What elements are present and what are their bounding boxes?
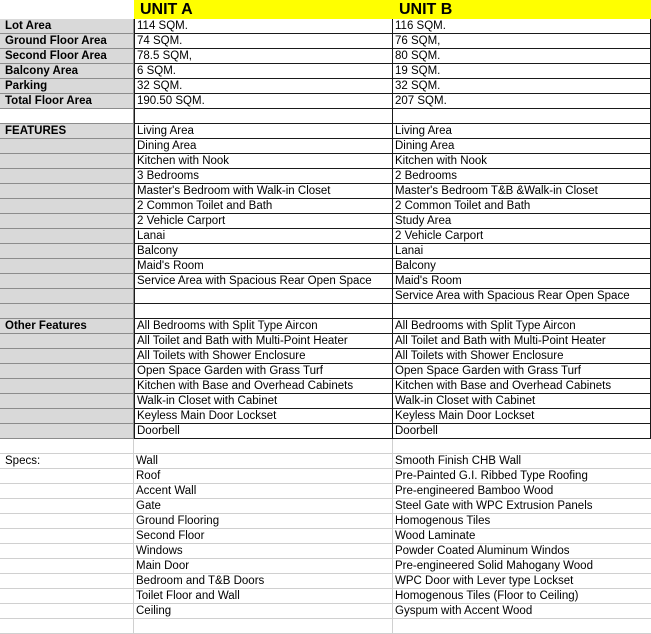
unit-a-feature[interactable]: 2 Common Toilet and Bath xyxy=(134,199,393,214)
spec-value[interactable]: Gyspum with Accent Wood xyxy=(393,604,651,619)
unit-a-feature[interactable]: Maid's Room xyxy=(134,259,393,274)
spacer-row xyxy=(0,109,651,124)
blank-cell[interactable] xyxy=(134,109,393,124)
unit-a-other-feature[interactable]: Keyless Main Door Lockset xyxy=(134,409,393,424)
features-label-fill[interactable] xyxy=(0,304,134,319)
unit-b-feature[interactable]: Living Area xyxy=(393,124,651,139)
table-body xyxy=(0,19,651,634)
features-label[interactable]: FEATURES xyxy=(0,124,134,139)
unit-a-other-feature[interactable]: All Toilet and Bath with Multi-Point Heater xyxy=(134,334,393,349)
area-row xyxy=(0,94,651,109)
unit-a-other-feature[interactable]: Kitchen with Base and Overhead Cabinets xyxy=(134,379,393,394)
unit-b-value[interactable]: 116 SQM. xyxy=(393,19,651,34)
unit-b-feature[interactable]: Balcony xyxy=(393,259,651,274)
blank-cell[interactable] xyxy=(0,604,134,619)
feature-row xyxy=(0,124,651,139)
specs-label[interactable]: Specs: xyxy=(0,454,134,469)
area-label[interactable]: Balcony Area xyxy=(0,64,134,79)
spec-value[interactable]: Homogenous Tiles xyxy=(393,514,651,529)
features-label-fill[interactable] xyxy=(0,199,134,214)
spec-value[interactable]: Wood Laminate xyxy=(393,529,651,544)
blank-cell[interactable] xyxy=(134,439,393,454)
unit-b-other-feature[interactable]: All Toilets with Shower Enclosure xyxy=(393,349,651,364)
unit-a-header[interactable]: UNIT A xyxy=(134,0,393,19)
spec-part[interactable]: Wall xyxy=(134,454,393,469)
blank-cell[interactable] xyxy=(0,559,134,574)
blank-cell[interactable] xyxy=(0,529,134,544)
blank-cell[interactable] xyxy=(134,619,393,634)
spacer-row xyxy=(0,619,651,634)
area-row xyxy=(0,34,651,49)
other-features-label-fill[interactable] xyxy=(0,409,134,424)
blank-cell[interactable] xyxy=(0,439,134,454)
unit-a-other-feature[interactable]: All Bedrooms with Split Type Aircon xyxy=(134,319,393,334)
spec-part[interactable]: Accent Wall xyxy=(134,484,393,499)
unit-b-header[interactable]: UNIT B xyxy=(393,0,651,19)
features-label-fill[interactable] xyxy=(0,154,134,169)
other-feature-row xyxy=(0,394,651,409)
blank-cell[interactable] xyxy=(0,589,134,604)
features-label-fill[interactable] xyxy=(0,184,134,199)
other-features-label-fill[interactable] xyxy=(0,364,134,379)
other-features-label-fill[interactable] xyxy=(0,349,134,364)
area-label[interactable]: Ground Floor Area xyxy=(0,34,134,49)
feature-row xyxy=(0,229,651,244)
spec-part[interactable]: Toilet Floor and Wall xyxy=(134,589,393,604)
unit-a-other-feature[interactable]: All Toilets with Shower Enclosure xyxy=(134,349,393,364)
unit-b-other-feature[interactable]: Kitchen with Base and Overhead Cabinets xyxy=(393,379,651,394)
area-label[interactable]: Lot Area xyxy=(0,19,134,34)
unit-b-feature[interactable]: Dining Area xyxy=(393,139,651,154)
spec-part[interactable]: Ceiling xyxy=(134,604,393,619)
area-label[interactable]: Total Floor Area xyxy=(0,94,134,109)
unit-a-feature[interactable]: Balcony xyxy=(134,244,393,259)
unit-b-other-feature[interactable]: Keyless Main Door Lockset xyxy=(393,409,651,424)
features-label-fill[interactable] xyxy=(0,244,134,259)
feature-row xyxy=(0,139,651,154)
other-features-label-fill[interactable] xyxy=(0,379,134,394)
unit-b-value[interactable]: 80 SQM. xyxy=(393,49,651,64)
unit-b-other-feature[interactable]: Walk-in Closet with Cabinet xyxy=(393,394,651,409)
blank-cell[interactable] xyxy=(0,469,134,484)
spec-row xyxy=(0,469,651,484)
blank-cell[interactable] xyxy=(393,439,651,454)
area-row xyxy=(0,19,651,34)
other-features-label-fill[interactable] xyxy=(0,394,134,409)
unit-b-other-feature[interactable]: Doorbell xyxy=(393,424,651,439)
area-row xyxy=(0,79,651,94)
features-label-fill[interactable] xyxy=(0,214,134,229)
blank-cell[interactable] xyxy=(393,109,651,124)
other-feature-row xyxy=(0,349,651,364)
spacer-row xyxy=(0,439,651,454)
spec-row xyxy=(0,604,651,619)
features-label-fill[interactable] xyxy=(0,289,134,304)
other-feature-row xyxy=(0,364,651,379)
feature-row xyxy=(0,244,651,259)
spec-row xyxy=(0,589,651,604)
area-row xyxy=(0,49,651,64)
unit-b-value[interactable]: 76 SQM, xyxy=(393,34,651,49)
unit-a-feature[interactable]: Lanai xyxy=(134,229,393,244)
unit-b-feature[interactable] xyxy=(393,304,651,319)
spec-row xyxy=(0,559,651,574)
spec-part[interactable]: Windows xyxy=(134,544,393,559)
spec-part[interactable]: Gate xyxy=(134,499,393,514)
feature-row xyxy=(0,304,651,319)
unit-b-feature[interactable]: Study Area xyxy=(393,214,651,229)
unit-b-other-feature[interactable]: Open Space Garden with Grass Turf xyxy=(393,364,651,379)
blank-cell[interactable] xyxy=(0,574,134,589)
other-feature-row xyxy=(0,424,651,439)
area-label[interactable]: Parking xyxy=(0,79,134,94)
spec-row xyxy=(0,454,651,469)
unit-b-other-feature[interactable]: All Bedrooms with Split Type Aircon xyxy=(393,319,651,334)
unit-b-feature[interactable]: Lanai xyxy=(393,244,651,259)
feature-row xyxy=(0,214,651,229)
unit-a-value[interactable]: 74 SQM. xyxy=(134,34,393,49)
other-features-label-fill[interactable] xyxy=(0,424,134,439)
area-label[interactable]: Second Floor Area xyxy=(0,49,134,64)
unit-a-feature[interactable]: 3 Bedrooms xyxy=(134,169,393,184)
unit-b-feature[interactable]: 2 Common Toilet and Bath xyxy=(393,199,651,214)
unit-a-feature[interactable]: Kitchen with Nook xyxy=(134,154,393,169)
area-row xyxy=(0,64,651,79)
unit-a-feature[interactable] xyxy=(134,304,393,319)
unit-a-value[interactable]: 6 SQM. xyxy=(134,64,393,79)
unit-a-feature[interactable] xyxy=(134,289,393,304)
other-feature-row xyxy=(0,409,651,424)
unit-a-feature[interactable]: Master's Bedroom with Walk-in Closet xyxy=(134,184,393,199)
unit-a-feature[interactable]: Service Area with Spacious Rear Open Space xyxy=(134,274,393,289)
feature-row xyxy=(0,199,651,214)
header-blank-cell[interactable] xyxy=(0,0,134,19)
spec-part[interactable]: Main Door xyxy=(134,559,393,574)
feature-row xyxy=(0,184,651,199)
unit-b-value[interactable]: 19 SQM. xyxy=(393,64,651,79)
unit-b-feature[interactable]: 2 Vehicle Carport xyxy=(393,229,651,244)
unit-a-feature[interactable]: Dining Area xyxy=(134,139,393,154)
other-features-label-fill[interactable] xyxy=(0,334,134,349)
spec-value[interactable]: Pre-Painted G.I. Ribbed Type Roofing xyxy=(393,469,651,484)
unit-a-feature[interactable]: Living Area xyxy=(134,124,393,139)
other-feature-row xyxy=(0,334,651,349)
spec-value[interactable]: WPC Door with Lever type Lockset xyxy=(393,574,651,589)
blank-cell[interactable] xyxy=(0,109,134,124)
unit-a-other-feature[interactable]: Doorbell xyxy=(134,424,393,439)
blank-cell[interactable] xyxy=(393,619,651,634)
feature-row xyxy=(0,289,651,304)
blank-cell[interactable] xyxy=(0,499,134,514)
unit-a-other-feature[interactable]: Open Space Garden with Grass Turf xyxy=(134,364,393,379)
unit-b-feature[interactable]: 2 Bedrooms xyxy=(393,169,651,184)
unit-b-feature[interactable]: Service Area with Spacious Rear Open Space xyxy=(393,289,651,304)
spec-value[interactable]: Pre-engineered Solid Mahogany Wood xyxy=(393,559,651,574)
unit-b-feature[interactable]: Kitchen with Nook xyxy=(393,154,651,169)
blank-cell[interactable] xyxy=(0,484,134,499)
spec-row xyxy=(0,574,651,589)
spec-part[interactable]: Bedroom and T&B Doors xyxy=(134,574,393,589)
unit-a-value[interactable]: 32 SQM. xyxy=(134,79,393,94)
blank-cell[interactable] xyxy=(0,514,134,529)
unit-b-feature[interactable]: Master's Bedroom T&B &Walk-in Closet xyxy=(393,184,651,199)
spec-part[interactable]: Ground Flooring xyxy=(134,514,393,529)
features-label-fill[interactable] xyxy=(0,139,134,154)
feature-row xyxy=(0,169,651,184)
spec-value[interactable]: Smooth Finish CHB Wall xyxy=(393,454,651,469)
blank-cell[interactable] xyxy=(0,544,134,559)
unit-b-value[interactable]: 32 SQM. xyxy=(393,79,651,94)
unit-b-other-feature[interactable]: All Toilet and Bath with Multi-Point Heater xyxy=(393,334,651,349)
feature-row xyxy=(0,259,651,274)
features-label-fill[interactable] xyxy=(0,229,134,244)
features-label-fill[interactable] xyxy=(0,259,134,274)
other-feature-row xyxy=(0,319,651,334)
spec-value[interactable]: Steel Gate with WPC Extrusion Panels xyxy=(393,499,651,514)
blank-cell[interactable] xyxy=(0,619,134,634)
unit-a-value[interactable]: 114 SQM. xyxy=(134,19,393,34)
spec-part[interactable]: Second Floor xyxy=(134,529,393,544)
other-feature-row xyxy=(0,379,651,394)
unit-b-value[interactable]: 207 SQM. xyxy=(393,94,651,109)
spec-value[interactable]: Powder Coated Aluminum Windos xyxy=(393,544,651,559)
header-row xyxy=(0,0,651,19)
other-features-label[interactable]: Other Features xyxy=(0,319,134,334)
feature-row xyxy=(0,154,651,169)
spec-row xyxy=(0,484,651,499)
unit-a-feature[interactable]: 2 Vehicle Carport xyxy=(134,214,393,229)
spec-part[interactable]: Roof xyxy=(134,469,393,484)
spec-value[interactable]: Pre-engineered Bamboo Wood xyxy=(393,484,651,499)
feature-row xyxy=(0,274,651,289)
spec-row xyxy=(0,514,651,529)
spec-row xyxy=(0,544,651,559)
spec-row xyxy=(0,499,651,514)
spec-value[interactable]: Homogenous Tiles (Floor to Ceiling) xyxy=(393,589,651,604)
unit-a-value[interactable]: 78.5 SQM, xyxy=(134,49,393,64)
features-label-fill[interactable] xyxy=(0,274,134,289)
features-label-fill[interactable] xyxy=(0,169,134,184)
spec-row xyxy=(0,529,651,544)
unit-b-feature[interactable]: Maid's Room xyxy=(393,274,651,289)
unit-a-value[interactable]: 190.50 SQM. xyxy=(134,94,393,109)
unit-a-other-feature[interactable]: Walk-in Closet with Cabinet xyxy=(134,394,393,409)
